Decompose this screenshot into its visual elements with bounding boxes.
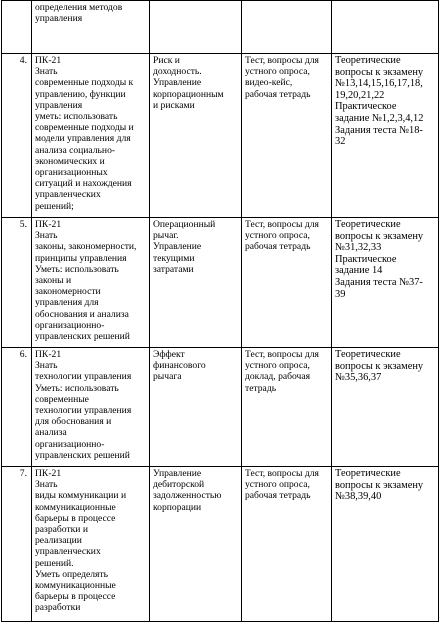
competence-line: Знать xyxy=(35,360,58,372)
table-row xyxy=(2,467,439,622)
result-line: №31,32,33 xyxy=(335,242,382,254)
competence-line: коммуникационные xyxy=(35,580,116,592)
competence-line: организационно- xyxy=(35,319,105,331)
competence-cell xyxy=(32,1,150,54)
result-line: 32 xyxy=(335,136,346,148)
competence-line: Уметь определять xyxy=(35,568,109,580)
row-number: 7. xyxy=(19,468,27,479)
row-number-cell xyxy=(2,54,32,218)
theme-line: задолженностью xyxy=(153,490,222,502)
theme-line: корпорационным xyxy=(153,88,224,100)
competence-line: управленческих xyxy=(35,546,101,558)
row-number: 4. xyxy=(19,55,27,66)
competence-line: законы и xyxy=(35,275,72,287)
competence-cell xyxy=(32,218,150,348)
result-cell xyxy=(332,1,439,54)
theme-cell xyxy=(150,1,242,54)
competence-line: реализации xyxy=(35,535,82,547)
competence-line: современные подходы к xyxy=(35,77,134,89)
theme-line: Управление xyxy=(153,241,202,253)
theme-line: Риск и xyxy=(153,55,180,66)
table-row xyxy=(2,54,439,218)
theme-cell xyxy=(150,218,242,348)
form-line: рабочая тетрадь xyxy=(245,490,311,502)
table-body xyxy=(2,1,439,622)
form-line: Тест, вопросы для xyxy=(245,219,319,230)
competence-line: Уметь: использовать xyxy=(35,382,119,394)
competence-line: ПК-21 xyxy=(35,468,62,479)
competence-line: организационных xyxy=(35,167,108,179)
competence-cell xyxy=(32,54,150,218)
theme-line: рычаг. xyxy=(153,230,179,242)
result-line: вопросы к экзамену xyxy=(335,230,424,242)
table-row xyxy=(2,218,439,348)
assessment-form-cell xyxy=(242,1,332,54)
result-line: 39 xyxy=(335,288,346,300)
result-cell xyxy=(332,467,439,622)
competence-line: экономических и xyxy=(35,155,105,167)
result-line: №38,39,40 xyxy=(335,491,382,503)
result-line: Теоретические xyxy=(335,219,401,230)
form-line: тетрадь xyxy=(245,382,277,394)
competence-line: анализа социально- xyxy=(35,144,116,156)
competence-line: определения методов xyxy=(35,2,123,13)
competence-line: коммуникационные xyxy=(35,501,116,513)
competence-line: разработки xyxy=(35,602,81,614)
form-line: Тест, вопросы для xyxy=(245,468,319,479)
competence-cell xyxy=(32,348,150,467)
theme-line: затратами xyxy=(153,263,194,275)
form-line: Тест, вопросы для xyxy=(245,55,319,66)
competence-line: современные xyxy=(35,393,89,405)
competence-line: разработки и xyxy=(35,524,88,536)
competence-line: управления xyxy=(35,13,83,25)
competence-line: законы, закономерности, xyxy=(35,241,137,253)
table-row xyxy=(2,348,439,467)
theme-line: корпорации xyxy=(153,501,202,513)
competence-line: анализа xyxy=(35,427,67,439)
result-cell xyxy=(332,54,439,218)
competence-line: Уметь: использовать xyxy=(35,263,119,275)
form-line: устного опроса, xyxy=(245,66,310,78)
competence-line: барьеры в процессе xyxy=(35,512,116,524)
form-line: рабочая тетрадь xyxy=(245,241,311,253)
competence-line: закономерности xyxy=(35,286,101,298)
result-line: задание 14 xyxy=(335,265,383,277)
theme-cell xyxy=(150,348,242,467)
competence-table xyxy=(1,0,439,622)
row-number-cell xyxy=(2,467,32,622)
theme-cell xyxy=(150,467,242,622)
theme-line: дебиторской xyxy=(153,479,205,491)
row-number-cell xyxy=(2,348,32,467)
result-line: Теоретические xyxy=(335,55,401,66)
competence-line: Знать xyxy=(35,479,58,491)
theme-line: Управление xyxy=(153,77,202,89)
form-line: рабочая тетрадь xyxy=(245,88,311,100)
assessment-form-cell xyxy=(242,54,332,218)
competence-line: управлению, функции xyxy=(35,88,126,100)
result-line: задание №1,2,3,4,12 xyxy=(335,112,424,124)
result-line: Задания теста №18- xyxy=(335,124,423,136)
form-line: устного опроса, xyxy=(245,479,310,491)
form-line: видео-кейс, xyxy=(245,77,293,89)
result-line: вопросы к экзамену xyxy=(335,66,424,78)
result-line: Теоретические xyxy=(335,468,401,479)
competence-line: решений. xyxy=(35,557,74,569)
form-line: устного опроса, xyxy=(245,360,310,372)
table-row xyxy=(2,1,439,54)
assessment-form-cell xyxy=(242,467,332,622)
competence-line: барьеры в процессе xyxy=(35,591,116,603)
competence-line: обоснования и анализа xyxy=(35,308,129,320)
competence-line: ПК-21 xyxy=(35,219,62,230)
result-line: №13,14,15,16,17,18, xyxy=(335,78,423,90)
competence-line: современные подходы и xyxy=(35,122,134,134)
competence-line: управленских решений xyxy=(35,449,130,461)
row-number-cell xyxy=(2,1,32,54)
competence-line: для обоснования и xyxy=(35,416,112,428)
competence-line: Знать xyxy=(35,230,58,242)
form-line: устного опроса, xyxy=(245,230,310,242)
theme-line: Операционный xyxy=(153,219,216,230)
result-cell xyxy=(332,348,439,467)
competence-line: уметь: использовать xyxy=(35,111,118,123)
competence-line: модели управления для xyxy=(35,133,131,145)
competence-line: Знать xyxy=(35,66,58,78)
theme-line: текущими xyxy=(153,252,195,264)
competence-line: технологии управления xyxy=(35,405,132,417)
result-cell xyxy=(332,218,439,348)
row-number-cell xyxy=(2,218,32,348)
assessment-form-cell xyxy=(242,218,332,348)
competence-line: организационно- xyxy=(35,438,105,450)
result-line: Теоретические xyxy=(335,349,401,360)
form-line: доклад, рабочая xyxy=(245,371,311,383)
theme-line: Управление xyxy=(153,468,202,479)
result-line: вопросы к экзамену xyxy=(335,479,424,491)
competence-line: управленческих xyxy=(35,189,101,201)
result-line: вопросы к экзамену xyxy=(335,360,424,372)
competence-line: ПК-21 xyxy=(35,349,62,360)
result-line: 19,20,21,22 xyxy=(335,89,385,101)
competence-line: управления для xyxy=(35,297,99,309)
competence-cell xyxy=(32,467,150,622)
competence-line: принципы управления xyxy=(35,252,127,264)
theme-line: рычага xyxy=(153,371,182,383)
theme-line: Эффект xyxy=(153,349,185,360)
competence-line: виды коммуникации и xyxy=(35,490,127,502)
competence-line: управленских решений xyxy=(35,331,130,343)
theme-line: финансового xyxy=(153,360,206,372)
row-number: 6. xyxy=(19,349,27,360)
result-line: №35,36,37 xyxy=(335,372,382,384)
row-number: 5. xyxy=(19,219,27,230)
theme-line: и рисками xyxy=(153,99,195,111)
competence-line: решений; xyxy=(35,200,74,212)
theme-line: доходность. xyxy=(153,66,202,78)
competence-line: технологии управления xyxy=(35,371,132,383)
competence-line: ситуаций и нахождения xyxy=(35,178,132,190)
result-line: Практическое xyxy=(335,253,397,265)
competence-line: ПК-21 xyxy=(35,55,62,66)
result-line: Задания теста №37- xyxy=(335,276,423,288)
assessment-form-cell xyxy=(242,348,332,467)
result-line: Практическое xyxy=(335,101,397,113)
form-line: Тест, вопросы для xyxy=(245,349,319,360)
competence-line: управления xyxy=(35,99,83,111)
theme-cell xyxy=(150,54,242,218)
